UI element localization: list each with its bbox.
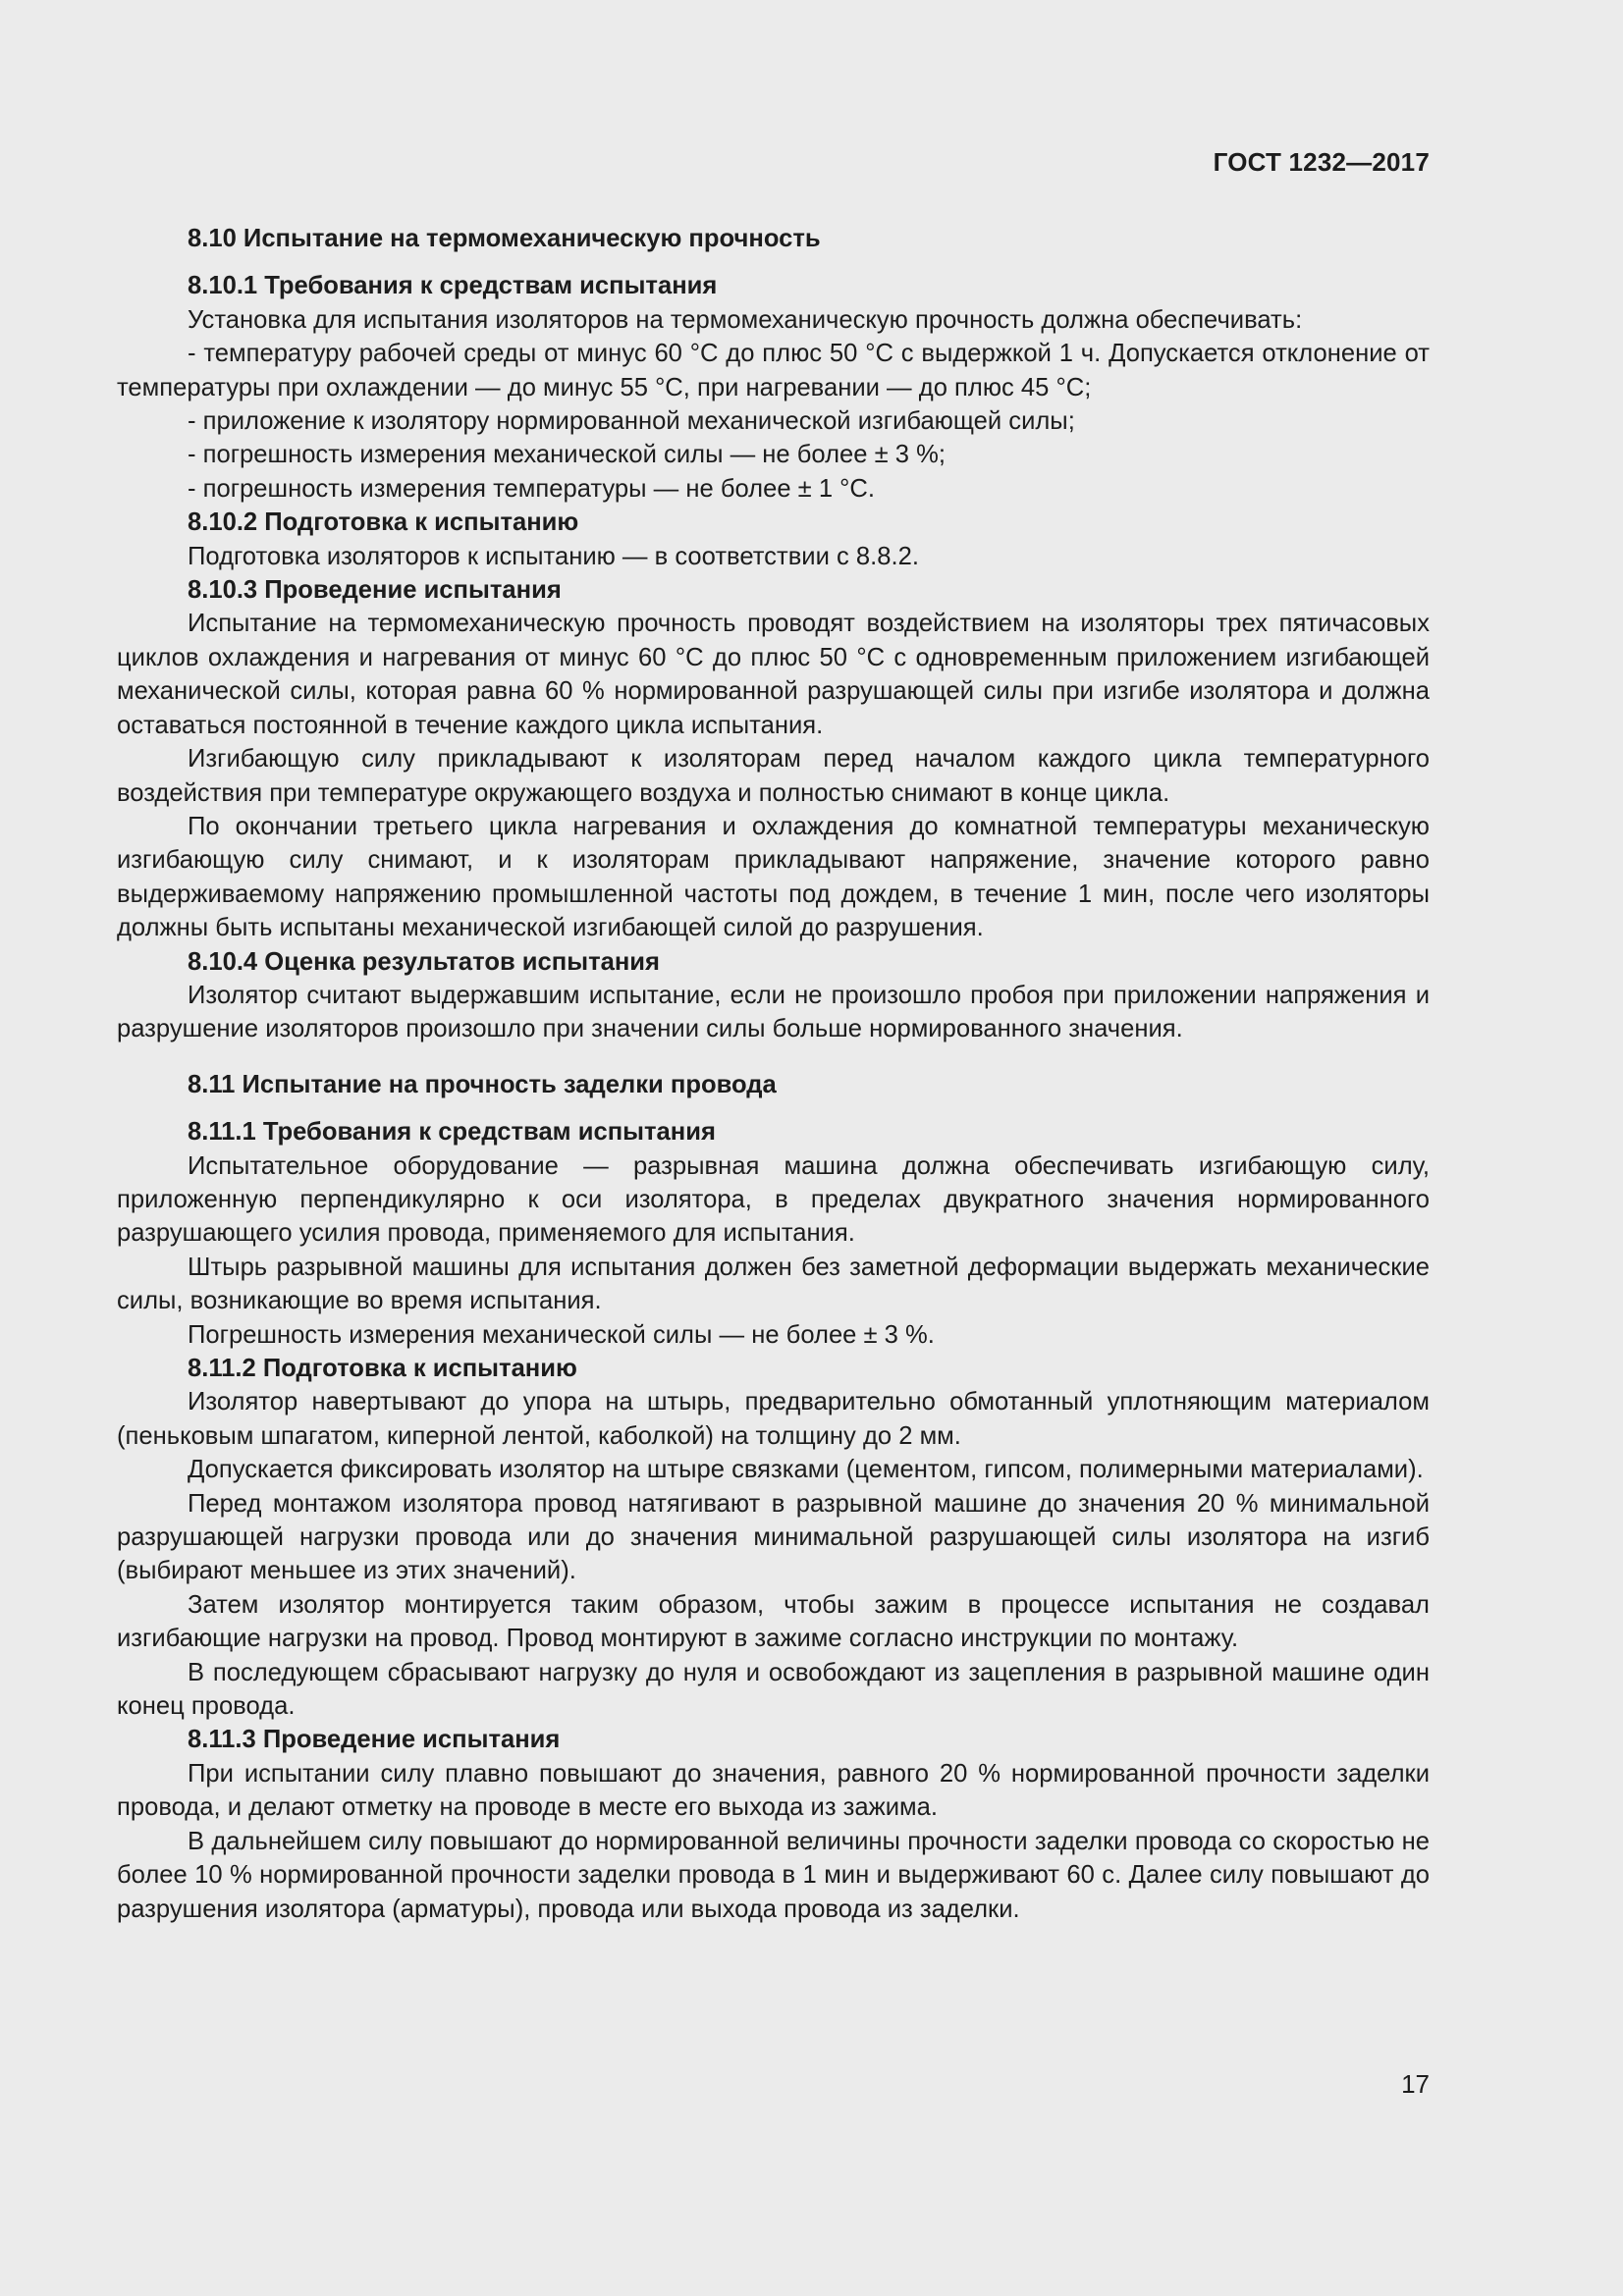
list-item: - погрешность измерения температуры — не более ± 1 °С. bbox=[188, 474, 876, 503]
page-number: 17 bbox=[1401, 2069, 1430, 2099]
paragraph: Испытательное оборудование — разрывная машина должна обеспечивать изгибающую силу, приложенную перпендикулярно к оси изолятора, в пределах двукратного значения нормированного разрушающего усилия провода, применяемого для испытания. bbox=[117, 1151, 1430, 1248]
paragraph: Изолятор считают выдержавшим испытание, если не произошло пробоя при приложении напряжения и разрушение изоляторов произошло при значении силы больше нормированного значения. bbox=[117, 981, 1430, 1043]
subsection-8-11-1-title: 8.11.1 Требования к средствам испытания bbox=[188, 1118, 716, 1147]
paragraph: Допускается фиксировать изолятор на штыре связками (цементом, гипсом, полимерными материалами). bbox=[188, 1456, 1424, 1484]
document-body bbox=[117, 222, 1430, 1926]
paragraph: В последующем сбрасывают нагрузку до нуля и освобождают из зацепления в разрывной машине один конец провода. bbox=[117, 1658, 1430, 1721]
paragraph: Изгибающую силу прикладывают к изоляторам перед началом каждого цикла температурного воздействия при температуре окружающего воздуха и полностью снимают в конце цикла. bbox=[117, 745, 1430, 807]
paragraph: Испытание на термомеханическую прочность проводят воздействием на изоляторы трех пятичасовых циклов охлаждения и нагревания от минус 60 °С до плюс 50 °С с одновременным приложением изгибающей механической силы, которая равна 60 % нормированной разрушающей силы при изгибе изолятора и должна оставаться постоянной в течение каждого цикла испытания. bbox=[117, 610, 1430, 739]
list-item: - погрешность измерения механической силы — не более ± 3 %; bbox=[188, 441, 946, 469]
subsection-8-10-4-title: 8.10.4 Оценка результатов испытания bbox=[188, 947, 660, 976]
list-item: - температуру рабочей среды от минус 60 °С до плюс 50 °С с выдержкой 1 ч. Допускается отклонение от температуры при охлаждении — до минус 55 °С, при нагревании — до плюс 45 °С; bbox=[117, 340, 1430, 401]
paragraph: Подготовка изоляторов к испытанию — в соответствии с 8.8.2. bbox=[188, 542, 919, 570]
section-8-10-title: 8.10 Испытание на термомеханическую прочность bbox=[188, 225, 821, 252]
subsection-8-10-2-title: 8.10.2 Подготовка к испытанию bbox=[188, 508, 579, 537]
subsection-8-11-2-title: 8.11.2 Подготовка к испытанию bbox=[188, 1355, 577, 1382]
paragraph: Штырь разрывной машины для испытания должен без заметной деформации выдержать механические силы, возникающие во время испытания. bbox=[117, 1253, 1430, 1315]
paragraph: Изолятор навертывают до упора на штырь, предварительно обмотанный уплотняющим материалом (пеньковым шпагатом, киперной лентой, каболкой) на толщину до 2 мм. bbox=[117, 1388, 1430, 1450]
subsection-8-10-1-title: 8.10.1 Требования к средствам испытания bbox=[188, 272, 718, 300]
section-8-11-title: 8.11 Испытание на прочность заделки провода bbox=[188, 1070, 777, 1098]
paragraph: Перед монтажом изолятора провод натягивают в разрывной машине до значения 20 % минимальной разрушающей нагрузки провода или до значения минимальной разрушающей силы изолятора на изгиб (выбирают меньшее из этих значений). bbox=[117, 1489, 1430, 1585]
subsection-8-10-3-title: 8.10.3 Проведение испытания bbox=[188, 576, 562, 605]
paragraph: В дальнейшем силу повышают до нормированной величины прочности заделки провода со скоростью не более 10 % нормированной прочности заделки провода в 1 мин и выдерживают 60 с. Далее силу повышают до разрушения изолятора (арматуры), провода или выхода провода из заделки. bbox=[117, 1827, 1430, 1923]
paragraph: Установка для испытания изоляторов на термомеханическую прочность должна обеспечивать: bbox=[188, 305, 1303, 334]
subsection-8-11-3-title: 8.11.3 Проведение испытания bbox=[188, 1726, 561, 1754]
paragraph: По окончании третьего цикла нагревания и охлаждения до комнатной температуры механическую изгибающую силу снимают, и к изоляторам прикладывают напряжение, значение которого равно выдерживаемому напряжению промышленной частоты под дождем, в течение 1 мин, после чего изоляторы должны быть испытаны механической изгибающей силой до разрушения. bbox=[117, 812, 1430, 942]
paragraph: При испытании силу плавно повышают до значения, равного 20 % нормированной прочности заделки провода, и делают отметку на проводе в месте его выхода из зажима. bbox=[117, 1759, 1430, 1822]
document-header: ГОСТ 1232—2017 bbox=[1213, 147, 1430, 177]
paragraph: Затем изолятор монтируется таким образом, чтобы зажим в процессе испытания не создавал изгибающие нагрузки на провод. Провод монтируют в зажиме согласно инструкции по монтажу. bbox=[117, 1590, 1430, 1653]
list-item: - приложение к изолятору нормированной механической изгибающей силы; bbox=[188, 407, 1075, 436]
paragraph: Погрешность измерения механической силы — не более ± 3 %. bbox=[188, 1320, 935, 1349]
